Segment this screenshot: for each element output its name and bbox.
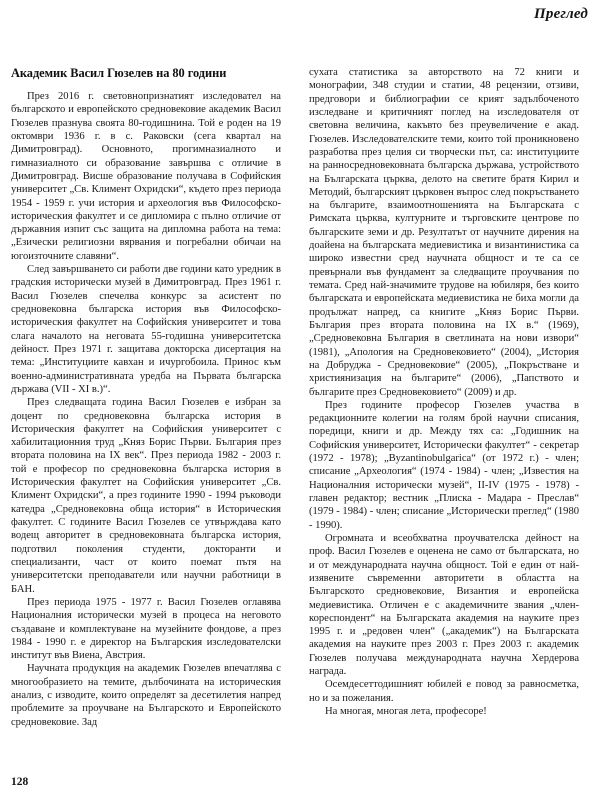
paragraph: През 2016 г. световнопризнатият изследовател на българското и европейското средновековие академик Васил Гюзелев празнува своята 80-годишнина. Той е роден на 19 октомври 1936 г. в с. Раковски (сега квартал на Димитровград). Основното, прогимназиалното и гимназиалното си образование завършва с отличие в Димитровград. Висше образование получава в Софийския университет „Св. Климент Охридски“, където през периода 1954 - 1959 г. учи история и археология във Философско-историческия факултет и се дипломира с пълно отличие от държавния изпит със защита на дипломна работа на тема: „Езически религиозни вярвания и погребални обичаи на югоизточните славяни“. bbox=[11, 91, 281, 262]
page-title: Академик Васил Гюзелев на 80 години bbox=[11, 66, 227, 80]
paragraph: сухата статистика за авторството на 72 книги и монографии, 348 студии и статии, 48 рецензии, отзиви, предговори и библиографии се крият задълбоченото изследване и критичният поглед на изследователя от световна величина, какъвто без преувеличение е акад. Гюзелев. Изследователските теми, които той проникновено разработва през целия си творчески път, са: институциите на ранносредновековната българска държава, устройството на Българската църква, делото на светите братя Кирил и Методий, българският църковен въпрос след покръстването на българите, взаимоотношенията на Българската с Римската църква, културните и търговските центрове по българските земи и др. Резултатът от научните дирения на доайена на българската медиевистика и византинистика са широко известни сред научната общност и те са се превърнали във фундамент за следващите проучвания по темата. Сред най-значимите трудове на юбиляря, без които българската и европейската медиевистика не биха могли да продължат напред, са книгите „Княз Борис Първи. България през втората половина на IX в.“ (1969), „Средновековна България в светлината на нови извори“ (1981), „Апология на Средновековието“ (2004), „История на Добруджа - Средновековие“ (2005), „Покръстване и християнизация на българите“ (2006), „Папството и българите през Средновековието“ (2009) и др. bbox=[309, 67, 579, 398]
right-column bbox=[309, 66, 579, 758]
page-number: 128 bbox=[11, 776, 29, 788]
paragraph: През следващата година Васил Гюзелев е избран за доцент по средновековна българска история в Историческия факултет на Софийския университет с хабилитационния труд „Княз Борис Първи. България през втората половина на IX век“. През периода 1982 - 2003 г. той е професор по средновековна българска история в Историческия факултет на Софийския университет „Св. Климент Охридски“, а през годините 1990 - 1994 ръководи катедра „Средновековна обща история“ в Историческия факултет. С годините Васил Гюзелев се утвърждава като водещ авторитет в средновековната българска история, подготвил поколения студенти, докторанти и специализанти, част от които поемат пътя на университетски преподаватели или научни работници в БАН. bbox=[11, 397, 281, 595]
paragraph: През годините професор Гюзелев участва в редакционните колегии на голям брой научни списания, поредици, книги и др. Между тях са: „Годишник на Софийския университет, Исторически факултет“ - секретар (1972 - 1978); „Byzantinobulgarica“ (от 1972 г.) - член; списание „Археология“ (1974 - 1984) - член; „Известия на Националния исторически музей“, II-IV (1975 - 1978) - главен редактор; вестник „Плиска - Мадара - Преслав“ (1979 - 1984) - член; списание „Исторически преглед“ (1980 - 1990). bbox=[309, 399, 579, 531]
left-column bbox=[11, 66, 281, 758]
paragraph: На многая, многая лета, професоре! bbox=[325, 706, 487, 717]
paragraph: Осемдесеттодишният юбилей е повод за равносметка, но и за пожелания. bbox=[309, 679, 579, 704]
running-head: Преглед bbox=[534, 6, 588, 22]
paragraph: Научната продукция на академик Гюзелев впечатлява с многообразието на темите, дълбочината на историческия анализ, с изводите, които определят за десетилетия напред проблемите за проучване на Българското и Европейското средновековие. Зад bbox=[11, 663, 281, 728]
paragraph: След завършването си работи две години като уредник в градския исторически музей в Димитровград. През 1961 г. Васил Гюзелев спечелва конкурс за асистент по средновековна българска история във Философско-историческия факултет на Софийския университет и това слага началото на неговата 55-годишна университетска дейност. През 1971 г. защитава докторска дисертация на тема: „Институциите кавхан и ичургобоила. Принос към военно-административната уредба на Първата българска държава (VII - XI в.)“. bbox=[11, 264, 281, 395]
two-column-body bbox=[11, 66, 589, 758]
paragraph: Огромната и всеобхватна проучвателска дейност на проф. Васил Гюзелев е оценена не само от българската, но и от международната научна общност. Той е един от най-изявените съвременни авторитети в областта на Българското средновековие, Византия и европейска медиевистика. Отличен е с академичните звания „член-кореспондент“ на Българската академия на науките през 1995 г. и „редовен член“ („академик“) на Българската академия на науките през 2003 г. През 2003 г. академик Гюзелев получава международната научна Хердерова награда. bbox=[309, 532, 579, 678]
paragraph: През периода 1975 - 1977 г. Васил Гюзелев оглавява Националния исторически музей в процеса на неговото създаване и комплектуване на музейните фондове, а през 1984 - 1990 г. е директор на Българския изследователски институт във Виена, Австрия. bbox=[11, 596, 281, 662]
